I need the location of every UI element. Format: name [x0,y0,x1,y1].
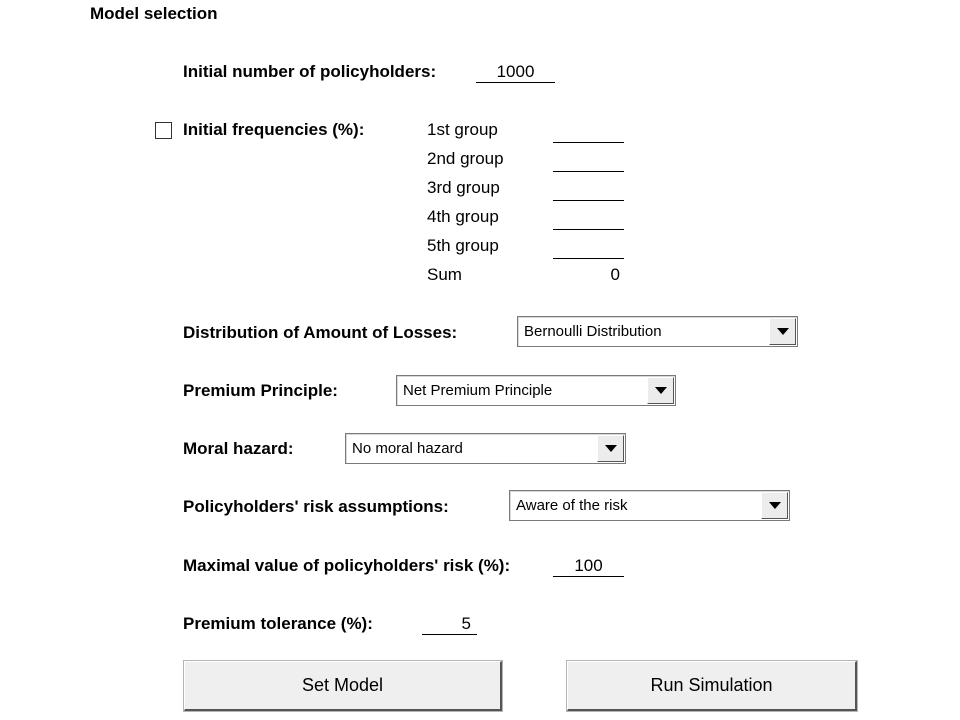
chevron-down-icon[interactable] [761,492,788,519]
frequencies-label: Initial frequencies (%): [183,120,365,139]
group-1-input[interactable] [553,121,624,143]
premium-tolerance-input[interactable] [422,613,477,635]
page-title: Model selection [90,4,218,23]
group-3-label: 3rd group [427,178,500,197]
moral-hazard-label: Moral hazard: [183,439,294,458]
group-2-label: 2nd group [427,149,504,168]
set-model-button[interactable]: Set Model [184,661,502,711]
chevron-down-icon[interactable] [769,318,796,345]
group-3-input[interactable] [553,179,624,201]
group-2-input[interactable] [553,150,624,172]
risk-assumptions-value: Aware of the risk [516,497,628,514]
chevron-down-icon[interactable] [597,435,624,462]
moral-hazard-value: No moral hazard [352,440,463,457]
risk-assumptions-dropdown[interactable] [509,490,790,521]
sum-value: 0 [610,265,620,284]
sum-label: Sum [427,265,462,284]
group-5-input[interactable] [553,237,624,259]
distribution-value: Bernoulli Distribution [524,323,662,340]
premium-tolerance-label: Premium tolerance (%): [183,614,373,633]
chevron-down-icon[interactable] [647,377,674,404]
distribution-dropdown[interactable] [517,316,798,347]
run-simulation-button[interactable]: Run Simulation [567,661,857,711]
policyholders-label: Initial number of policyholders: [183,62,437,81]
moral-hazard-dropdown[interactable] [345,433,626,464]
frequencies-checkbox[interactable] [155,122,172,139]
premium-principle-value: Net Premium Principle [403,382,553,399]
max-risk-label: Maximal value of policyholders' risk (%): [183,556,511,575]
max-risk-input[interactable] [553,555,624,577]
risk-assumptions-label: Policyholders' risk assumptions: [183,497,449,516]
premium-principle-label: Premium Principle: [183,381,338,400]
group-4-label: 4th group [427,207,499,226]
policyholders-input[interactable] [476,61,555,83]
group-4-input[interactable] [553,208,624,230]
group-5-label: 5th group [427,236,499,255]
group-1-label: 1st group [427,120,498,139]
premium-principle-dropdown[interactable] [396,375,676,406]
distribution-label: Distribution of Amount of Losses: [183,323,458,342]
